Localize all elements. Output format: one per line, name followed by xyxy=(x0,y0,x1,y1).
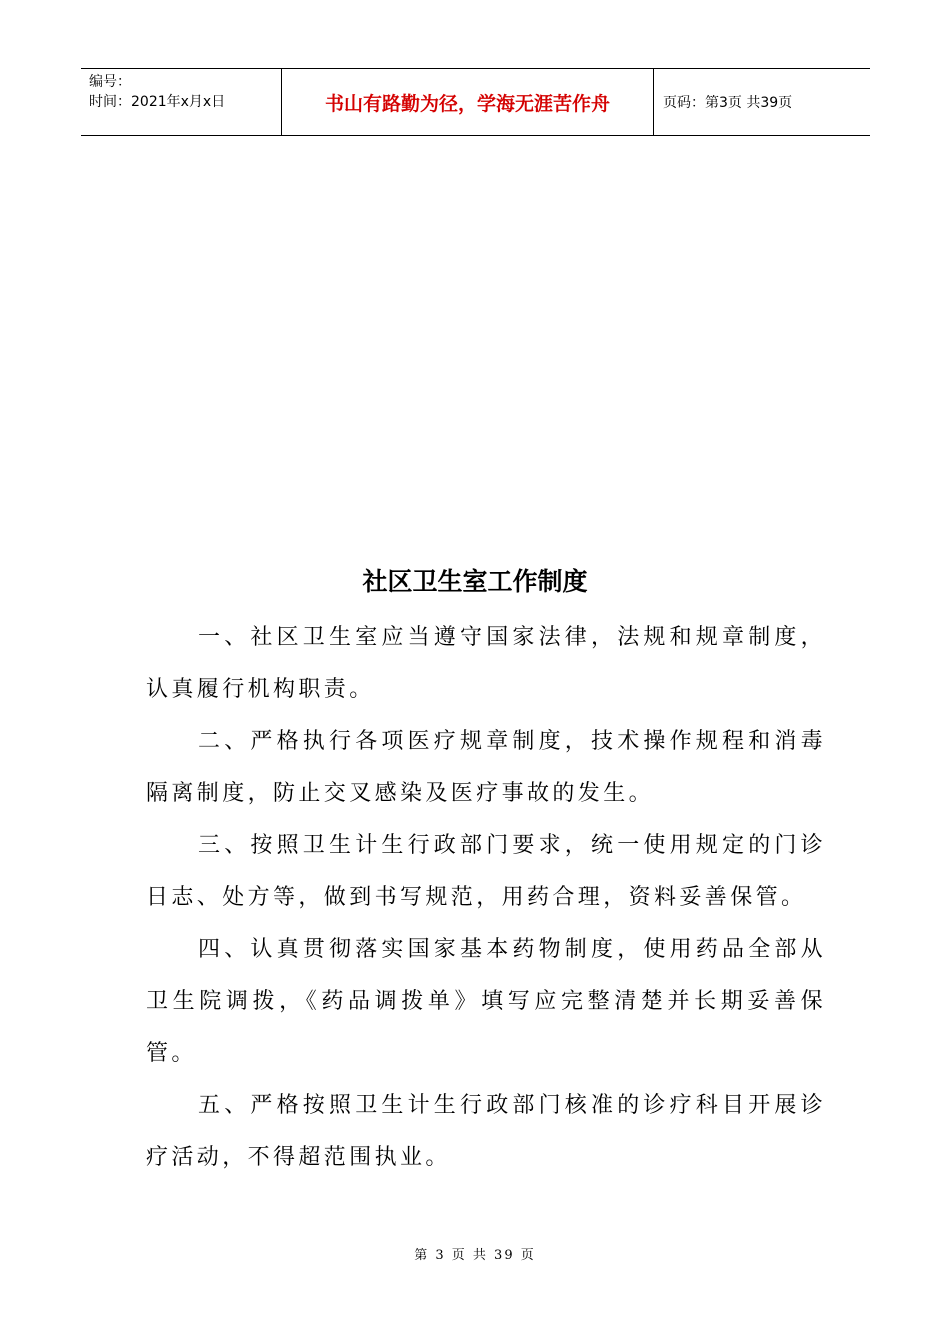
header-meta-cell xyxy=(81,69,282,135)
document-title: 社区卫生室工作制度 xyxy=(362,567,588,596)
page-footer: 第 3 页 共 39 页 xyxy=(414,1248,536,1263)
paragraph-1: 一、社区卫生室应当遵守国家法律，法规和规章制度，认真履行机构职责。 xyxy=(146,625,826,702)
paragraph-5: 五、严格按照卫生计生行政部门核准的诊疗科目开展诊疗活动，不得超范围执业。 xyxy=(146,1093,826,1170)
header-motto-cell xyxy=(282,69,654,135)
document-time-label: 时间：2021年x月x日 xyxy=(89,94,226,110)
paragraph-4: 四、认真贯彻落实国家基本药物制度，使用药品全部从卫生院调拨，《药品调拨单》填写应完整清楚并长期妥善保管。 xyxy=(146,937,826,1066)
paragraph-3: 三、按照卫生计生行政部门要求，统一使用规定的门诊日志、处方等，做到书写规范，用药合理，资料妥善保管。 xyxy=(146,833,826,910)
document-body xyxy=(146,612,826,1184)
header-page-info: 页码：第3页 共39页 xyxy=(663,95,793,111)
document-number-label: 编号： xyxy=(89,74,131,90)
header-motto: 书山有路勤为径，学海无涯苦作舟 xyxy=(324,92,610,115)
page-header xyxy=(81,68,870,136)
paragraph-2: 二、严格执行各项医疗规章制度，技术操作规程和消毒隔离制度，防止交叉感染及医疗事故的发生。 xyxy=(146,729,826,806)
header-page-cell xyxy=(654,69,870,135)
